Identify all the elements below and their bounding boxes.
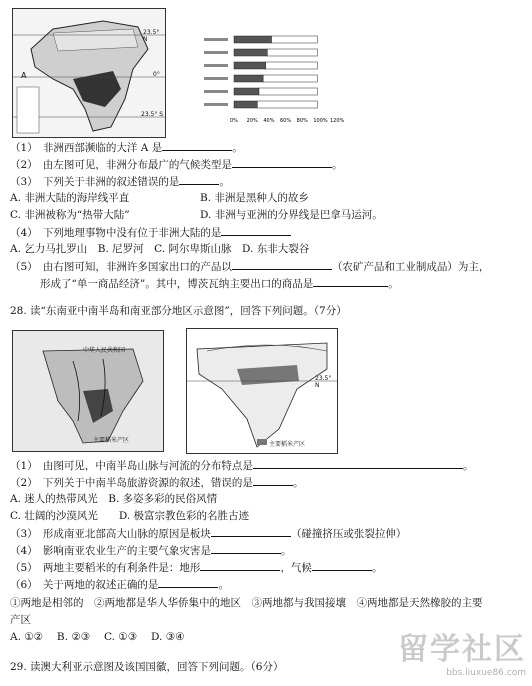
category-label-2 [204, 64, 228, 67]
category-label-4 [204, 90, 228, 93]
q27-3-text: （3） 下列关于非洲的叙述错误的是 [10, 176, 180, 188]
q28-5-mid: ，气候 [280, 562, 312, 574]
q28-2-opt-ab: A. 迷人的热带风光 B. 多姿多彩的民俗风情 [10, 493, 218, 505]
q27-1-blank[interactable] [162, 140, 232, 151]
bar-2-0 [234, 62, 266, 69]
watermark [398, 624, 526, 678]
bar-4-1 [259, 88, 317, 95]
q27-4-options: A. 乞力马扎罗山 B. 尼罗河 C. 阿尔卑斯山脉 D. 东非大裂谷 [10, 243, 310, 255]
q27-3-blank[interactable] [179, 174, 219, 185]
q28-4-text: （4） 影响南亚农业生产的主要气象灾害是 [10, 545, 211, 557]
q28-2-blank[interactable] [253, 475, 293, 486]
south-asia-map-drawing [187, 329, 337, 453]
left-legend: 主要稻米产区 [93, 437, 130, 444]
right-legend: 主要稻米产区 [269, 441, 306, 448]
q27-5b: 形成了“单一商品经济”。其中，博茨瓦纳主要出口的商品是 。 [40, 278, 399, 290]
q27-2-text: （2） 由左图可见，非洲分布最广的气候类型是 [10, 159, 232, 171]
q27-3-opt-b: B. 非洲是黑种人的故乡 [200, 192, 309, 204]
q28-1-text: （1） 由图可见，中南半岛山脉与河流的分布特点是 [10, 460, 253, 472]
china-label: 中华人民共和国 [83, 347, 126, 354]
q28-6-blank[interactable] [158, 577, 218, 588]
x-tick-5: 100% [313, 118, 328, 124]
q28-1: （1） 由图可见，中南半岛山脉与河流的分布特点是 。 [10, 460, 474, 472]
q27-4-text: （4） 下列地理事物中没有位于非洲大陆的是 [10, 227, 222, 239]
q28-3 [10, 526, 406, 541]
q28-1-blank[interactable] [253, 458, 463, 469]
q28-5-blank-2[interactable] [312, 560, 372, 571]
lat-mid-label: 0° [153, 71, 160, 78]
q28-title: 28. 读“东南亚中南半岛和南亚部分地区示意图”，回答下列问题。（7分） [10, 305, 347, 317]
x-tick-0: 0% [230, 118, 238, 124]
q27-5a-text: （5） 由右图可知，非洲许多国家出口的产品以 [10, 261, 232, 273]
africa-climate-map [12, 8, 166, 138]
x-tick-2: 40% [263, 118, 275, 124]
bar-0-0 [234, 36, 272, 43]
bar-1-1 [267, 49, 317, 56]
bar-5-0 [234, 101, 257, 108]
q27-4-blank[interactable] [221, 225, 291, 236]
q28-6-text: （6） 关于两地的叙述正确的是 [10, 579, 159, 591]
south-asia-map [186, 328, 338, 454]
q27-3-opt-d: D. 非洲与亚洲的分界线是巴拿马运河。 [200, 209, 383, 221]
indochina-map [12, 330, 164, 452]
q27-1: （1） 非洲西部濒临的大洋 A 是 。 [10, 142, 243, 154]
category-label-5 [204, 103, 228, 106]
export-chart-svg [200, 30, 350, 130]
export-chart [200, 30, 350, 130]
q28-2-opt-cd: C. 壮阔的沙漠风光 D. 极富宗教色彩的名胜古迹 [10, 510, 250, 522]
q27-5b-text: 形成了“单一商品经济”。其中，博茨瓦纳主要出口的商品是 [40, 278, 314, 290]
q27-2-blank[interactable] [232, 157, 332, 168]
q28-3-text: （3） 形成南亚北部高大山脉的原因是板块 [10, 528, 211, 540]
q27-2: （2） 由左图可见，非洲分布最广的气候类型是 。 [10, 159, 343, 171]
watermark-url: bbs.liuxue86.com [446, 668, 526, 678]
q27-4 [10, 225, 291, 240]
x-tick-3: 60% [280, 118, 292, 124]
q28-5: （5） 两地主要稻米的有利条件是：地形 ，气候 。 [10, 562, 383, 574]
bar-3-0 [234, 75, 263, 82]
category-label-1 [204, 51, 228, 54]
q28-6-choices: A. ①② B. ②③ C. ①③ D. ③④ [10, 631, 185, 643]
q28-6-opts: ①两地是相邻的 ②两地都是华人华侨集中的地区 ③两地都与我国接壤 ④两地都是天然橡胶的主要 [10, 597, 483, 609]
bar-3-1 [263, 75, 317, 82]
bar-5-1 [257, 101, 317, 108]
right-lat-label: 23.5° N [315, 375, 332, 389]
q28-2-text: （2） 下列关于中南半岛旅游资源的叙述，错误的是 [10, 477, 253, 489]
bar-1-0 [234, 49, 267, 56]
ocean-a-label: A [21, 71, 27, 80]
q27-3: （3） 下列关于非洲的叙述错误的是 。 [10, 176, 230, 188]
q28-2: （2） 下列关于中南半岛旅游资源的叙述，错误的是 。 [10, 477, 304, 489]
q29-title: 29. 读澳大利亚示意图及该国国徽，回答下列问题。（6分） [10, 661, 284, 673]
q27-5a-tail: （农矿产品和工业制成品）为主， [331, 261, 490, 273]
bar-4-0 [234, 88, 259, 95]
q28-3-tail: （碰撞挤压或张裂拉伸） [290, 528, 407, 540]
q28-5-blank-1[interactable] [200, 560, 280, 571]
q28-5-text: （5） 两地主要稻米的有利条件是：地形 [10, 562, 201, 574]
category-label-0 [204, 38, 228, 41]
lat-bot-label: 23.5° S [141, 111, 164, 118]
q28-3-blank[interactable] [211, 526, 291, 537]
bar-2-1 [266, 62, 318, 69]
q28-4: （4） 影响南亚农业生产的主要气象灾害是 。 [10, 545, 292, 557]
lat-top-label: 23.5° N [143, 29, 160, 43]
q27-5a-blank[interactable] [232, 259, 332, 270]
watermark-text: 留学社区 [398, 632, 526, 667]
category-label-3 [204, 77, 228, 80]
q28-6: （6） 关于两地的叙述正确的是 。 [10, 579, 229, 591]
x-tick-4: 80% [296, 118, 308, 124]
q28-6-opts-cont: 产区 [10, 614, 31, 626]
q28-4-blank[interactable] [211, 543, 281, 554]
x-tick-6: 120% [330, 118, 345, 124]
bar-0-1 [272, 36, 318, 43]
q27-5a [10, 259, 489, 274]
q27-1-text: （1） 非洲西部濒临的大洋 A 是 [10, 142, 163, 154]
q27-3-opt-c: C. 非洲被称为“热带大陆” [10, 209, 130, 221]
q27-3-opt-a: A. 非洲大陆的海岸线平直 [10, 192, 130, 204]
q27-5b-blank[interactable] [313, 276, 388, 287]
x-tick-1: 20% [246, 118, 258, 124]
